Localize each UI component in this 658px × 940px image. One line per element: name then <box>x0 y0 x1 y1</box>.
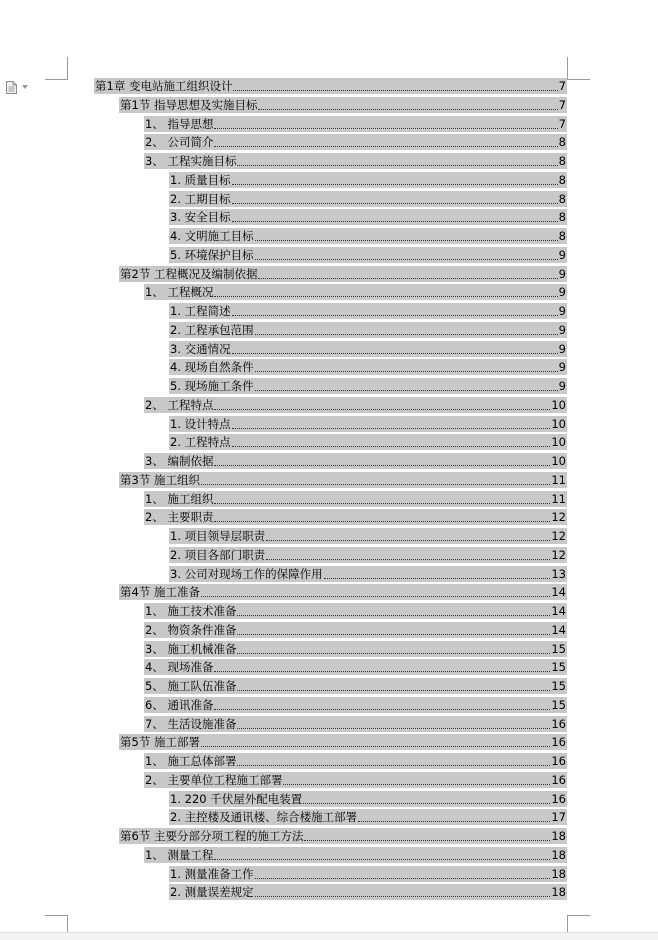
toc-entry[interactable] <box>144 603 567 619</box>
toc-entry-page-number: 16 <box>551 792 566 806</box>
toc-entry-title: 5. 现场施工条件 <box>170 379 254 393</box>
page-bottom-edge <box>0 932 658 940</box>
toc-entry-page-number: 16 <box>551 735 566 749</box>
toc-dot-leader <box>255 896 551 897</box>
toc-entry-page-number: 18 <box>551 848 566 862</box>
toc-dot-leader <box>232 446 551 447</box>
toc-dot-leader <box>304 840 550 841</box>
toc-entry-title: 1. 220 千伏屋外配电装置 <box>170 792 303 806</box>
toc-entry-title: 1、 测量工程 <box>145 848 214 862</box>
toc-entry-page-number: 10 <box>551 454 566 468</box>
toc-entry-page-number: 8 <box>558 192 566 206</box>
crop-mark-top-right <box>567 57 590 80</box>
toc-entry-title: 4. 文明施工目标 <box>170 229 254 243</box>
toc-dot-leader <box>237 165 557 166</box>
toc-dot-leader <box>266 540 550 541</box>
toc-entry-title: 第3节 施工组织 <box>120 473 200 487</box>
toc-entry-title: 1. 测量准备工作 <box>170 867 254 881</box>
toc-entry[interactable] <box>119 97 567 113</box>
toc-entry-page-number: 13 <box>551 567 566 581</box>
toc-dot-leader <box>232 428 551 429</box>
toc-dot-leader <box>232 221 558 222</box>
toc-entry-title: 第6节 主要分部分项工程的施工方法 <box>120 829 304 843</box>
toc-entry[interactable] <box>169 209 567 225</box>
toc-entry-page-number: 15 <box>551 698 566 712</box>
toc-entry-title: 2. 工程承包范围 <box>170 323 254 337</box>
toc-dot-leader <box>214 671 550 672</box>
toc-entry-title: 1. 工程简述 <box>170 304 231 318</box>
toc-entry-page-number: 11 <box>551 473 566 487</box>
toc-dot-leader <box>237 690 550 691</box>
toc-dot-leader <box>255 878 551 879</box>
toc-entry[interactable] <box>169 416 567 432</box>
toc-dot-leader <box>237 728 550 729</box>
toc-entry-page-number: 16 <box>551 754 566 768</box>
toc-entry-page-number: 14 <box>551 623 566 637</box>
toc-dot-leader <box>201 484 550 485</box>
toc-entry[interactable] <box>144 134 567 150</box>
toc-entry[interactable] <box>144 453 567 469</box>
toc-entry[interactable] <box>169 884 567 900</box>
toc-entry[interactable] <box>144 284 567 300</box>
toc-dot-leader <box>232 353 558 354</box>
toc-dot-leader <box>214 709 550 710</box>
toc-dot-leader <box>237 634 550 635</box>
toc-entry-page-number: 10 <box>551 398 566 412</box>
toc-dot-leader <box>255 371 558 372</box>
toc-entry-title: 3. 安全目标 <box>170 210 231 224</box>
toc-entry[interactable] <box>119 734 567 750</box>
toc-entry[interactable] <box>169 191 567 207</box>
toc-entry[interactable] <box>144 397 567 413</box>
toc-entry-page-number: 8 <box>558 210 566 224</box>
toc-entry-title: 第1章 变电站施工组织设计 <box>95 79 233 93</box>
toc-dot-leader <box>233 90 557 91</box>
crop-mark-top-left <box>45 57 68 80</box>
toc-entry-title: 1、 工程概况 <box>145 285 214 299</box>
toc-entry[interactable] <box>119 266 567 282</box>
toc-entry-page-number: 8 <box>558 135 566 149</box>
toc-entry[interactable] <box>144 116 567 132</box>
toc-dot-leader <box>255 240 558 241</box>
toc-entry-page-number: 12 <box>551 510 566 524</box>
toc-entry-title: 2、 工程特点 <box>145 398 214 412</box>
toc-entry[interactable] <box>144 697 567 713</box>
toc-entry[interactable] <box>169 866 567 882</box>
toc-dot-leader <box>237 653 550 654</box>
toc-dot-leader <box>214 859 550 860</box>
toc-entry-title: 2. 测量误差规定 <box>170 885 254 899</box>
toc-entry-page-number: 16 <box>551 773 566 787</box>
toc-entry[interactable] <box>144 153 567 169</box>
toc-dot-leader <box>258 109 557 110</box>
toc-entry-title: 7、 生活设施准备 <box>145 717 237 731</box>
toc-entry-title: 5、 施工队伍准备 <box>145 679 237 693</box>
toc-entry-page-number: 9 <box>558 304 566 318</box>
toc-entry-title: 2. 项目各部门职责 <box>170 548 266 562</box>
toc-entry-page-number: 17 <box>551 810 566 824</box>
toc-dot-leader <box>214 409 550 410</box>
toc-dot-leader <box>258 278 557 279</box>
toc-entry[interactable] <box>144 716 567 732</box>
toc-entry-title: 1、 指导思想 <box>145 117 214 131</box>
toc-dot-leader <box>232 184 558 185</box>
toc-entry[interactable] <box>119 472 567 488</box>
toc-entry-title: 2、 公司简介 <box>145 135 214 149</box>
toc-entry-title: 3、 编制依据 <box>145 454 214 468</box>
toc-dot-leader <box>232 203 558 204</box>
toc-entry-page-number: 7 <box>558 98 566 112</box>
toc-entry[interactable] <box>169 172 567 188</box>
toc-entry-page-number: 10 <box>551 417 566 431</box>
toc-entry-page-number: 9 <box>558 248 566 262</box>
document-icon <box>6 81 17 94</box>
toc-entry-title: 4. 现场自然条件 <box>170 360 254 374</box>
toc-entry[interactable] <box>119 584 567 600</box>
toc-dot-leader <box>255 334 558 335</box>
toc-dot-leader <box>214 296 557 297</box>
toc-entry-page-number: 9 <box>558 285 566 299</box>
toc-dot-leader <box>237 615 550 616</box>
toc-entry-page-number: 8 <box>558 173 566 187</box>
toc-entry-title: 1. 项目领导层职责 <box>170 529 266 543</box>
toc-entry-title: 3、 工程实施目标 <box>145 154 237 168</box>
toc-entry-title: 3、 施工机械准备 <box>145 642 237 656</box>
toc-dot-leader <box>201 746 550 747</box>
toc-entry-page-number: 9 <box>558 323 566 337</box>
toc-entry-page-number: 11 <box>551 492 566 506</box>
toc-entry-page-number: 15 <box>551 679 566 693</box>
toc-entry[interactable] <box>144 772 567 788</box>
toc-entry-page-number: 12 <box>551 548 566 562</box>
toc-entry[interactable] <box>169 341 567 357</box>
toc-dot-leader <box>214 146 557 147</box>
toc-dot-leader <box>324 578 551 579</box>
toc-entry-title: 1、 施工组织 <box>145 492 214 506</box>
toc-entry-title: 3. 交通情况 <box>170 342 231 356</box>
toc-entry[interactable] <box>144 622 567 638</box>
toc-entry-page-number: 9 <box>558 342 566 356</box>
toc-entry-page-number: 14 <box>551 585 566 599</box>
toc-entry-page-number: 14 <box>551 604 566 618</box>
toc-entry-page-number: 9 <box>558 360 566 374</box>
toc-dot-leader <box>266 559 550 560</box>
toc-entry[interactable] <box>169 434 567 450</box>
toc-entry-title: 1、 施工技术准备 <box>145 604 237 618</box>
toc-entry-page-number: 12 <box>551 529 566 543</box>
toc-entry-page-number: 18 <box>551 885 566 899</box>
toc-entry[interactable] <box>169 547 567 563</box>
toc-entry-page-number: 8 <box>558 154 566 168</box>
toc-entry[interactable] <box>94 78 567 94</box>
toc-dot-leader <box>214 503 550 504</box>
toc-entry-page-number: 15 <box>551 660 566 674</box>
toc-entry-title: 6、 通讯准备 <box>145 698 214 712</box>
toc-entry-title: 第5节 施工部署 <box>120 735 200 749</box>
toc-entry-title: 2、 物资条件准备 <box>145 623 237 637</box>
toc-entry[interactable] <box>169 359 567 375</box>
toc-entry-page-number: 15 <box>551 642 566 656</box>
toc-entry[interactable] <box>144 678 567 694</box>
toc-entry[interactable] <box>169 528 567 544</box>
toc-dot-leader <box>214 128 557 129</box>
toc-entry[interactable] <box>169 247 567 263</box>
toc-entry-title: 1. 质量目标 <box>170 173 231 187</box>
toc-entry-page-number: 18 <box>551 867 566 881</box>
toc-entry[interactable] <box>169 378 567 394</box>
toc-dot-leader <box>255 390 558 391</box>
toc-entry-page-number: 7 <box>558 117 566 131</box>
toc-dot-leader <box>237 765 550 766</box>
toc-entry[interactable] <box>169 303 567 319</box>
toc-dot-leader <box>232 315 558 316</box>
toc-entry-page-number: 8 <box>558 229 566 243</box>
toc-dot-leader <box>214 521 550 522</box>
toc-entry[interactable] <box>169 566 567 582</box>
toc-dot-leader <box>283 784 550 785</box>
toc-entry[interactable] <box>144 753 567 769</box>
toc-entry-title: 2. 主控楼及通讯楼、综合楼施工部署 <box>170 810 358 824</box>
toc-entry[interactable] <box>144 509 567 525</box>
toc-entry[interactable] <box>119 828 567 844</box>
toc-entry-title: 2. 工期目标 <box>170 192 231 206</box>
toc-entry-title: 第4节 施工准备 <box>120 585 200 599</box>
toc-entry-title: 2. 工程特点 <box>170 435 231 449</box>
toc-entry-page-number: 9 <box>558 267 566 281</box>
toc-entry[interactable] <box>144 641 567 657</box>
toc-entry-title: 2、 主要单位工程施工部署 <box>145 773 283 787</box>
toc-dot-leader <box>214 465 550 466</box>
toc-entry[interactable] <box>144 659 567 675</box>
toc-entry-page-number: 9 <box>558 379 566 393</box>
toc-entry[interactable] <box>144 491 567 507</box>
toc-dot-leader <box>201 596 550 597</box>
toc-entry-title: 3. 公司对现场工作的保障作用 <box>170 567 323 581</box>
toc-entry-title: 2、 主要职责 <box>145 510 214 524</box>
toc-entry-title: 1、 施工总体部署 <box>145 754 237 768</box>
toc-entry-title: 5. 环境保护目标 <box>170 248 254 262</box>
toc-entry-page-number: 18 <box>551 829 566 843</box>
toc-entry-title: 第2节 工程概况及编制依据 <box>120 267 258 281</box>
toc-entry-page-number: 7 <box>558 79 566 93</box>
chevron-down-icon <box>22 85 28 89</box>
toc-entry-title: 第1节 指导思想及实施目标 <box>120 98 258 112</box>
toc-entry-title: 4、 现场准备 <box>145 660 214 674</box>
toc-entry[interactable] <box>144 847 567 863</box>
toc-dot-leader <box>358 821 550 822</box>
toc-entry[interactable] <box>169 322 567 338</box>
toc-entry[interactable] <box>169 809 567 825</box>
toc-entry-page-number: 10 <box>551 435 566 449</box>
toc-entry[interactable] <box>169 228 567 244</box>
toc-dot-leader <box>303 803 550 804</box>
toc-entry[interactable] <box>169 791 567 807</box>
toc-entry-page-number: 16 <box>551 717 566 731</box>
toc-dot-leader <box>255 259 558 260</box>
toc-entry-title: 1. 设计特点 <box>170 417 231 431</box>
navigation-document-button[interactable] <box>6 80 36 94</box>
